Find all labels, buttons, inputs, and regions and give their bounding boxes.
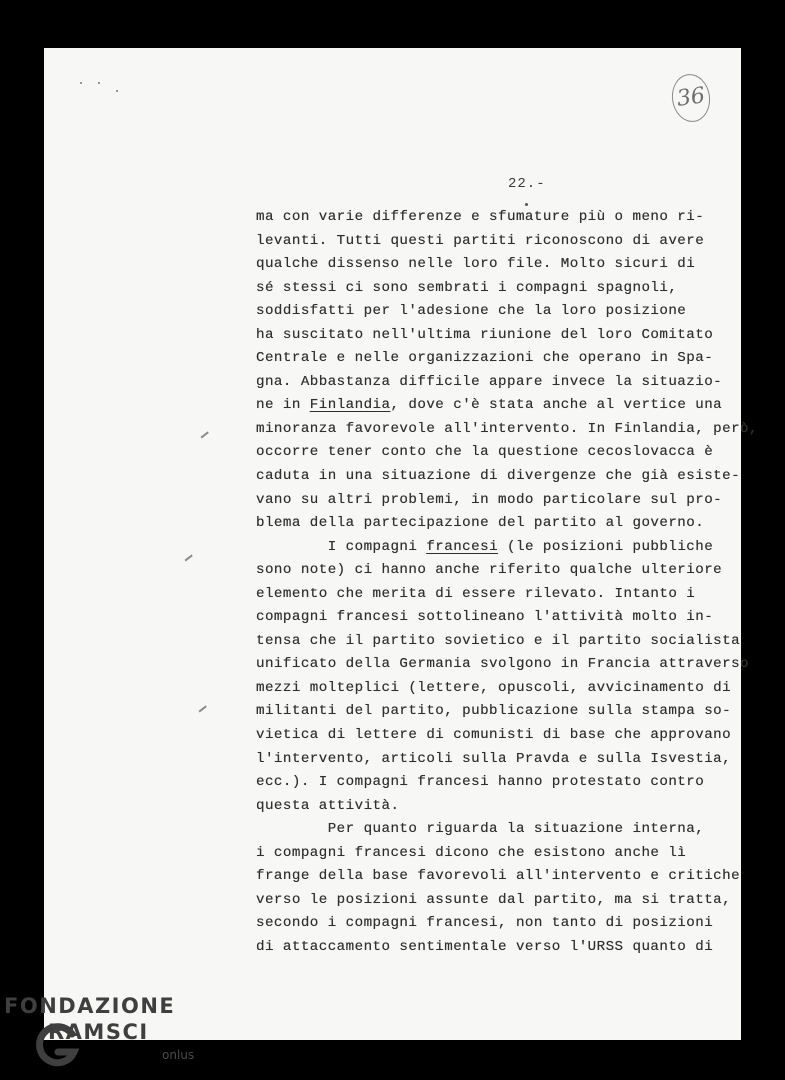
text-line: qualche dissenso nelle loro file. Molto sicuri di xyxy=(256,256,696,273)
watermark-sub: onlus xyxy=(162,1048,195,1062)
text-line: minoranza favorevole all'intervento. In Finlandia, però, xyxy=(256,420,758,437)
text-line: tensa che il partito sovietico e il partito socialista xyxy=(256,632,741,649)
text-line: questa attività. xyxy=(256,797,400,814)
text-line: Centrale e nelle organizzazioni che operano in Spa- xyxy=(256,350,714,367)
text-line: soddisfatti per l'adesione che la loro posizione xyxy=(256,303,687,320)
underlined-word: Finlandia xyxy=(309,397,391,414)
text-line: militanti del partito, pubblicazione sulla stampa so- xyxy=(256,703,732,720)
text-line: gna. Abbastanza difficile appare invece la situazio- xyxy=(256,373,723,390)
text-line: blema della partecipazione del partito al governo. xyxy=(256,515,705,532)
text-line: mezzi molteplici (lettere, opuscoli, avvicinamento di xyxy=(256,679,732,696)
text-line: elemento che merita di essere rilevato. Intanto i xyxy=(256,585,696,602)
text-line: sono note) ci hanno anche riferito qualche ulteriore xyxy=(256,562,723,579)
watermark-line1: FONDAZIONE xyxy=(4,994,176,1018)
watermark-line2: RAMSCI xyxy=(48,1020,149,1044)
text-line: ecc.). I compagni francesi hanno protestato contro xyxy=(256,774,705,791)
page-number: 22.- xyxy=(508,176,546,192)
text-line: occorre tener conto che la questione cecoslovacca è xyxy=(256,444,714,461)
text-line: I compagni francesi (le posizioni pubbliche xyxy=(256,538,714,555)
text-line: verso le posizioni assunte dal partito, ma si tratta, xyxy=(256,891,732,908)
typed-text-body xyxy=(256,206,758,960)
text-line: ma con varie differenze e sfumature più o meno ri- xyxy=(256,209,705,225)
text-line: unificato della Germania svolgono in Francia attraverso xyxy=(256,656,750,673)
folio-number: 36 xyxy=(669,72,713,125)
margin-mark xyxy=(184,554,192,561)
text-line: levanti. Tutti questi partiti riconoscono di avere xyxy=(256,232,705,249)
text-line: i compagni francesi dicono che esistono anche lì xyxy=(256,844,687,861)
text-line: Per quanto riguarda la situazione interna, xyxy=(256,821,705,838)
text-line: caduta in una situazione di divergenze che già esiste- xyxy=(256,468,741,485)
text-line: frange della base favorevoli all'intervento e critiche xyxy=(256,868,741,885)
text-line: di attaccamento sentimentale verso l'URSS quanto di xyxy=(256,938,714,955)
margin-mark xyxy=(200,431,208,438)
text-line: vietica di lettere di comunisti di base che approvano xyxy=(256,727,732,744)
text-line: secondo i compagni francesi, non tanto di posizioni xyxy=(256,915,714,932)
text-line: sé stessi ci sono sembrati i compagni spagnoli, xyxy=(256,279,678,296)
text-line: ha suscitato nell'ultima riunione del loro Comitato xyxy=(256,326,714,343)
text-line: vano su altri problemi, in modo particolare sul pro- xyxy=(256,491,723,508)
underlined-word: francesi xyxy=(426,538,499,555)
fondazione-gramsci-watermark xyxy=(4,994,234,1080)
text-line: compagni francesi sottolineano l'attività molto in- xyxy=(256,609,714,626)
text-line: l'intervento, articoli sulla Pravda e sulla Isvestia, xyxy=(256,750,732,767)
document-page xyxy=(44,48,758,1040)
text-line: ne in Finlandia, dove c'è stata anche al vertice una xyxy=(256,397,723,414)
margin-mark xyxy=(198,705,206,712)
